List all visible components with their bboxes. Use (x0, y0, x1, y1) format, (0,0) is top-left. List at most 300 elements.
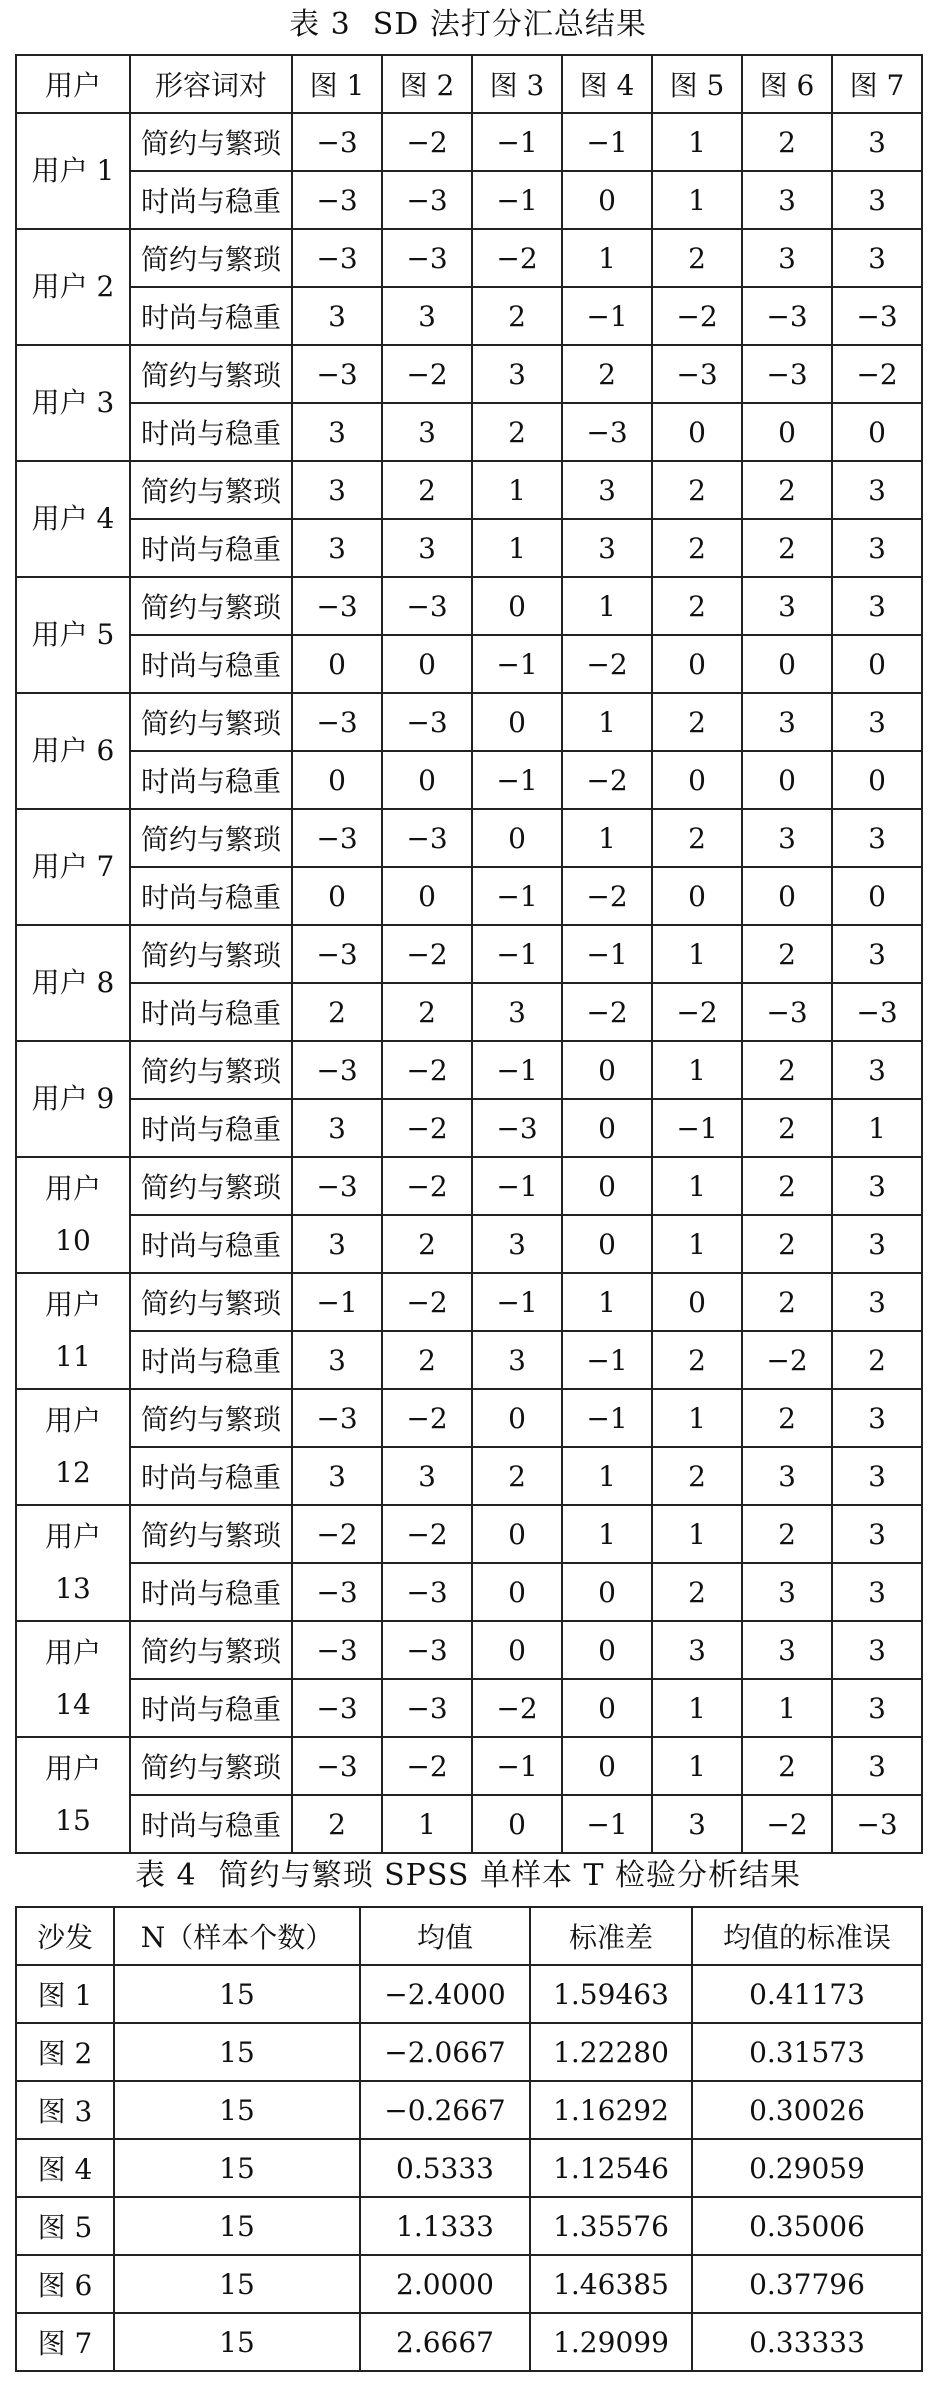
score-cell: 3 (292, 287, 382, 345)
score-cell: −2 (382, 1041, 472, 1099)
score-cell: 0 (652, 751, 742, 809)
score-cell: 1 (562, 1447, 652, 1505)
row-label-cell: 图 6 (16, 2255, 114, 2313)
score-cell: −3 (742, 983, 832, 1041)
table-row (16, 1215, 922, 1273)
score-cell: 0 (562, 171, 652, 229)
score-cell: −2 (292, 1505, 382, 1563)
score-cell: 2 (742, 1099, 832, 1157)
table-row (16, 1331, 922, 1389)
score-cell: 0 (472, 693, 562, 751)
adjective-pair-cell: 时尚与稳重 (130, 1447, 292, 1505)
score-cell: 1 (832, 1099, 922, 1157)
value-cell: 0.37796 (692, 2255, 922, 2313)
score-cell: 3 (832, 229, 922, 287)
score-cell: 3 (382, 1447, 472, 1505)
score-cell: −1 (562, 1331, 652, 1389)
score-cell: 3 (742, 809, 832, 867)
score-cell: −3 (292, 1563, 382, 1621)
score-cell: 3 (832, 693, 922, 751)
score-cell: 2 (652, 1331, 742, 1389)
score-cell: 3 (742, 229, 832, 287)
score-cell: −2 (742, 1331, 832, 1389)
score-cell: 1 (652, 1505, 742, 1563)
score-cell: 2 (742, 1737, 832, 1795)
table-row (16, 2139, 922, 2197)
column-header: 图 4 (562, 55, 652, 113)
score-cell: −3 (292, 171, 382, 229)
column-header: N（样本个数） (114, 1907, 360, 1965)
score-cell: −2 (382, 1505, 472, 1563)
score-cell: −3 (292, 113, 382, 171)
score-cell: −3 (292, 1737, 382, 1795)
adjective-pair-cell: 时尚与稳重 (130, 1563, 292, 1621)
table-row (16, 403, 922, 461)
table-row (16, 287, 922, 345)
user-cell: 用户 15 (16, 1737, 130, 1853)
user-cell: 用户 5 (16, 577, 130, 693)
score-cell: 3 (832, 1505, 922, 1563)
adjective-pair-cell: 时尚与稳重 (130, 1215, 292, 1273)
score-cell: 3 (742, 171, 832, 229)
score-cell: 2 (292, 983, 382, 1041)
column-header: 标准差 (530, 1907, 692, 1965)
user-cell: 用户 10 (16, 1157, 130, 1273)
score-cell: 0 (652, 1273, 742, 1331)
score-cell: 2 (292, 1795, 382, 1853)
score-cell: −3 (382, 577, 472, 635)
user-cell: 用户 9 (16, 1041, 130, 1157)
value-cell: 0.35006 (692, 2197, 922, 2255)
table-row (16, 693, 922, 751)
table-row (16, 1389, 922, 1447)
score-cell: 0 (472, 1389, 562, 1447)
score-cell: 0 (292, 635, 382, 693)
score-cell: −1 (562, 1389, 652, 1447)
score-cell: 0 (742, 635, 832, 693)
column-header: 用户 (16, 55, 130, 113)
value-cell: 15 (114, 2139, 360, 2197)
adjective-pair-cell: 时尚与稳重 (130, 751, 292, 809)
table-row (16, 1965, 922, 2023)
value-cell: 1.35576 (530, 2197, 692, 2255)
score-cell: −1 (472, 1273, 562, 1331)
score-cell: 3 (292, 519, 382, 577)
score-cell: −1 (472, 867, 562, 925)
value-cell: 15 (114, 2081, 360, 2139)
score-cell: 3 (292, 1447, 382, 1505)
value-cell: 0.29059 (692, 2139, 922, 2197)
sd-score-table (15, 54, 923, 1854)
table-row (16, 1795, 922, 1853)
row-label-cell: 图 4 (16, 2139, 114, 2197)
score-cell: 0 (652, 403, 742, 461)
score-cell: 0 (292, 751, 382, 809)
score-cell: 0 (562, 1099, 652, 1157)
score-cell: 2 (382, 1215, 472, 1273)
table-row (16, 229, 922, 287)
score-cell: 2 (382, 1331, 472, 1389)
score-cell: 2 (652, 809, 742, 867)
score-cell: 3 (742, 577, 832, 635)
table3-title: SD 法打分汇总结果 (372, 7, 647, 42)
score-cell: 2 (652, 1563, 742, 1621)
score-cell: 0 (562, 1621, 652, 1679)
score-cell: 2 (742, 1215, 832, 1273)
score-cell: 1 (652, 1215, 742, 1273)
score-cell: 3 (742, 1447, 832, 1505)
adjective-pair-cell: 简约与繁琐 (130, 1621, 292, 1679)
sd-score-table-body (16, 113, 922, 1853)
adjective-pair-cell: 时尚与稳重 (130, 1331, 292, 1389)
score-cell: 3 (742, 693, 832, 751)
adjective-pair-cell: 时尚与稳重 (130, 1795, 292, 1853)
value-cell: 1.1333 (360, 2197, 530, 2255)
score-cell: 3 (832, 519, 922, 577)
score-cell: 3 (472, 983, 562, 1041)
score-cell: −3 (292, 1389, 382, 1447)
score-cell: 0 (562, 1563, 652, 1621)
value-cell: 1.12546 (530, 2139, 692, 2197)
table-row (16, 1041, 922, 1099)
score-cell: 3 (382, 287, 472, 345)
header-row (16, 1907, 922, 1965)
score-cell: −3 (292, 1621, 382, 1679)
score-cell: 2 (562, 345, 652, 403)
value-cell: 2.6667 (360, 2313, 530, 2371)
user-cell: 用户 14 (16, 1621, 130, 1737)
table3-caption (0, 0, 936, 54)
adjective-pair-cell: 简约与繁琐 (130, 809, 292, 867)
score-cell: 0 (562, 1215, 652, 1273)
table4-caption (0, 1846, 936, 1906)
score-cell: 2 (652, 693, 742, 751)
score-cell: −1 (562, 1795, 652, 1853)
table-row (16, 635, 922, 693)
adjective-pair-cell: 简约与繁琐 (130, 1505, 292, 1563)
header-row (16, 55, 922, 113)
adjective-pair-cell: 时尚与稳重 (130, 1679, 292, 1737)
value-cell: −0.2667 (360, 2081, 530, 2139)
column-header: 沙发 (16, 1907, 114, 1965)
table-row (16, 2023, 922, 2081)
score-cell: 0 (832, 635, 922, 693)
user-cell: 用户 11 (16, 1273, 130, 1389)
table-row (16, 1157, 922, 1215)
score-cell: −2 (472, 1679, 562, 1737)
score-cell: 0 (562, 1737, 652, 1795)
score-cell: −1 (652, 1099, 742, 1157)
score-cell: −3 (292, 229, 382, 287)
score-cell: 3 (832, 1447, 922, 1505)
score-cell: 1 (652, 1737, 742, 1795)
value-cell: 1.46385 (530, 2255, 692, 2313)
column-header: 形容词对 (130, 55, 292, 113)
score-cell: −3 (832, 983, 922, 1041)
score-cell: −3 (382, 171, 472, 229)
score-cell: 0 (832, 867, 922, 925)
score-cell: 1 (652, 171, 742, 229)
score-cell: −3 (742, 345, 832, 403)
score-cell: −2 (382, 113, 472, 171)
score-cell: 1 (562, 577, 652, 635)
score-cell: −2 (742, 1795, 832, 1853)
score-cell: 0 (562, 1679, 652, 1737)
score-cell: 3 (472, 1215, 562, 1273)
score-cell: −3 (472, 1099, 562, 1157)
user-cell: 用户 12 (16, 1389, 130, 1505)
score-cell: −2 (382, 1099, 472, 1157)
score-cell: −3 (382, 693, 472, 751)
score-cell: 1 (562, 693, 652, 751)
score-cell: 2 (652, 229, 742, 287)
score-cell: 0 (472, 809, 562, 867)
score-cell: 3 (832, 113, 922, 171)
score-cell: 3 (832, 1737, 922, 1795)
score-cell: −3 (382, 809, 472, 867)
table-row (16, 345, 922, 403)
user-cell: 用户 3 (16, 345, 130, 461)
column-header: 图 7 (832, 55, 922, 113)
value-cell: −2.0667 (360, 2023, 530, 2081)
score-cell: −2 (382, 1389, 472, 1447)
score-cell: 3 (832, 1273, 922, 1331)
value-cell: 15 (114, 2197, 360, 2255)
score-cell: 2 (742, 113, 832, 171)
score-cell: −1 (562, 113, 652, 171)
score-cell: 1 (652, 1041, 742, 1099)
score-cell: 3 (292, 1099, 382, 1157)
score-cell: 3 (832, 461, 922, 519)
score-cell: −3 (562, 403, 652, 461)
score-cell: −3 (292, 925, 382, 983)
table-row (16, 1447, 922, 1505)
score-cell: −1 (472, 751, 562, 809)
adjective-pair-cell: 简约与繁琐 (130, 1157, 292, 1215)
column-header: 图 3 (472, 55, 562, 113)
table3-number: 表 3 (289, 7, 351, 42)
score-cell: 3 (382, 519, 472, 577)
score-cell: 2 (742, 1505, 832, 1563)
score-cell: −3 (382, 1563, 472, 1621)
row-label-cell: 图 5 (16, 2197, 114, 2255)
score-cell: 3 (832, 577, 922, 635)
table-row (16, 1099, 922, 1157)
table-row (16, 867, 922, 925)
score-cell: −1 (472, 171, 562, 229)
table4-number: 表 4 (134, 1858, 197, 1893)
score-cell: 0 (832, 751, 922, 809)
score-cell: −2 (562, 751, 652, 809)
table-row (16, 1737, 922, 1795)
score-cell: −1 (472, 1041, 562, 1099)
row-label-cell: 图 1 (16, 1965, 114, 2023)
score-cell: 0 (742, 751, 832, 809)
score-cell: −2 (562, 635, 652, 693)
value-cell: 1.16292 (530, 2081, 692, 2139)
score-cell: 0 (472, 1505, 562, 1563)
row-label-cell: 图 2 (16, 2023, 114, 2081)
adjective-pair-cell: 时尚与稳重 (130, 519, 292, 577)
score-cell: 0 (652, 635, 742, 693)
value-cell: 0.31573 (692, 2023, 922, 2081)
t-test-table (15, 1906, 923, 2372)
adjective-pair-cell: 时尚与稳重 (130, 867, 292, 925)
score-cell: 0 (562, 1041, 652, 1099)
value-cell: 1.29099 (530, 2313, 692, 2371)
score-cell: 2 (742, 1273, 832, 1331)
table-row (16, 113, 922, 171)
score-cell: 1 (652, 925, 742, 983)
score-cell: −3 (292, 1041, 382, 1099)
column-header: 图 2 (382, 55, 472, 113)
score-cell: 0 (292, 867, 382, 925)
value-cell: 1.59463 (530, 1965, 692, 2023)
score-cell: 3 (832, 1389, 922, 1447)
score-cell: −3 (292, 1157, 382, 1215)
table-row (16, 809, 922, 867)
score-cell: −3 (382, 229, 472, 287)
table-row (16, 519, 922, 577)
table-row (16, 1621, 922, 1679)
score-cell: 2 (652, 577, 742, 635)
adjective-pair-cell: 时尚与稳重 (130, 171, 292, 229)
score-cell: −1 (472, 925, 562, 983)
score-cell: 2 (472, 403, 562, 461)
score-cell: −1 (562, 287, 652, 345)
score-cell: −3 (292, 693, 382, 751)
score-cell: 3 (832, 1157, 922, 1215)
adjective-pair-cell: 简约与繁琐 (130, 113, 292, 171)
table-row (16, 171, 922, 229)
table-row (16, 1273, 922, 1331)
table-row (16, 2197, 922, 2255)
score-cell: 1 (652, 1157, 742, 1215)
score-cell: 0 (382, 867, 472, 925)
score-cell: 2 (382, 461, 472, 519)
score-cell: 3 (832, 1215, 922, 1273)
value-cell: 15 (114, 2023, 360, 2081)
table-row (16, 2081, 922, 2139)
user-cell: 用户 8 (16, 925, 130, 1041)
score-cell: −2 (652, 287, 742, 345)
adjective-pair-cell: 简约与繁琐 (130, 925, 292, 983)
score-cell: 1 (562, 809, 652, 867)
score-cell: 1 (652, 1679, 742, 1737)
user-cell: 用户 6 (16, 693, 130, 809)
score-cell: 3 (292, 403, 382, 461)
column-header: 图 5 (652, 55, 742, 113)
score-cell: −2 (382, 345, 472, 403)
score-cell: 2 (742, 925, 832, 983)
adjective-pair-cell: 时尚与稳重 (130, 983, 292, 1041)
score-cell: 3 (832, 1041, 922, 1099)
score-cell: 3 (292, 461, 382, 519)
score-cell: 0 (832, 403, 922, 461)
t-test-table-body (16, 1965, 922, 2371)
user-cell: 用户 2 (16, 229, 130, 345)
value-cell: 15 (114, 2255, 360, 2313)
score-cell: 2 (832, 1331, 922, 1389)
value-cell: 0.30026 (692, 2081, 922, 2139)
score-cell: −3 (382, 1621, 472, 1679)
score-cell: 3 (832, 925, 922, 983)
score-cell: 2 (742, 1157, 832, 1215)
score-cell: 0 (742, 403, 832, 461)
score-cell: −3 (382, 1679, 472, 1737)
score-cell: −2 (832, 345, 922, 403)
row-label-cell: 图 3 (16, 2081, 114, 2139)
score-cell: 2 (742, 519, 832, 577)
table-row (16, 1505, 922, 1563)
score-cell: 3 (562, 461, 652, 519)
adjective-pair-cell: 时尚与稳重 (130, 403, 292, 461)
score-cell: −3 (292, 345, 382, 403)
score-cell: 2 (472, 287, 562, 345)
score-cell: −2 (562, 983, 652, 1041)
column-header: 均值 (360, 1907, 530, 1965)
sd-score-table-header (16, 55, 922, 113)
table-row (16, 925, 922, 983)
score-cell: −3 (652, 345, 742, 403)
score-cell: 3 (742, 1563, 832, 1621)
adjective-pair-cell: 时尚与稳重 (130, 287, 292, 345)
score-cell: −1 (472, 1157, 562, 1215)
score-cell: 0 (382, 635, 472, 693)
score-cell: −1 (562, 925, 652, 983)
score-cell: 3 (832, 1679, 922, 1737)
score-cell: −2 (382, 1737, 472, 1795)
score-cell: 0 (472, 577, 562, 635)
score-cell: −1 (472, 113, 562, 171)
table-row (16, 751, 922, 809)
value-cell: 15 (114, 1965, 360, 2023)
score-cell: −3 (292, 1679, 382, 1737)
score-cell: −3 (742, 287, 832, 345)
score-cell: 3 (742, 1621, 832, 1679)
user-cell: 用户 13 (16, 1505, 130, 1621)
score-cell: 3 (832, 1563, 922, 1621)
score-cell: 1 (562, 229, 652, 287)
score-cell: 1 (562, 1273, 652, 1331)
score-cell: −3 (292, 809, 382, 867)
table-row (16, 2255, 922, 2313)
user-cell: 用户 4 (16, 461, 130, 577)
column-header: 均值的标准误 (692, 1907, 922, 1965)
t-test-table-header (16, 1907, 922, 1965)
score-cell: 0 (472, 1621, 562, 1679)
score-cell: −2 (382, 925, 472, 983)
score-cell: 3 (832, 1621, 922, 1679)
score-cell: 2 (742, 461, 832, 519)
score-cell: 1 (472, 519, 562, 577)
value-cell: 1.22280 (530, 2023, 692, 2081)
score-cell: −1 (472, 1737, 562, 1795)
value-cell: −2.4000 (360, 1965, 530, 2023)
score-cell: −2 (562, 867, 652, 925)
score-cell: 3 (652, 1621, 742, 1679)
adjective-pair-cell: 简约与繁琐 (130, 461, 292, 519)
score-cell: 3 (832, 809, 922, 867)
score-cell: 3 (652, 1795, 742, 1853)
adjective-pair-cell: 简约与繁琐 (130, 1041, 292, 1099)
score-cell: 1 (652, 113, 742, 171)
score-cell: −3 (292, 577, 382, 635)
score-cell: 1 (472, 461, 562, 519)
score-cell: 0 (472, 1795, 562, 1853)
column-header: 图 6 (742, 55, 832, 113)
score-cell: 1 (382, 1795, 472, 1853)
